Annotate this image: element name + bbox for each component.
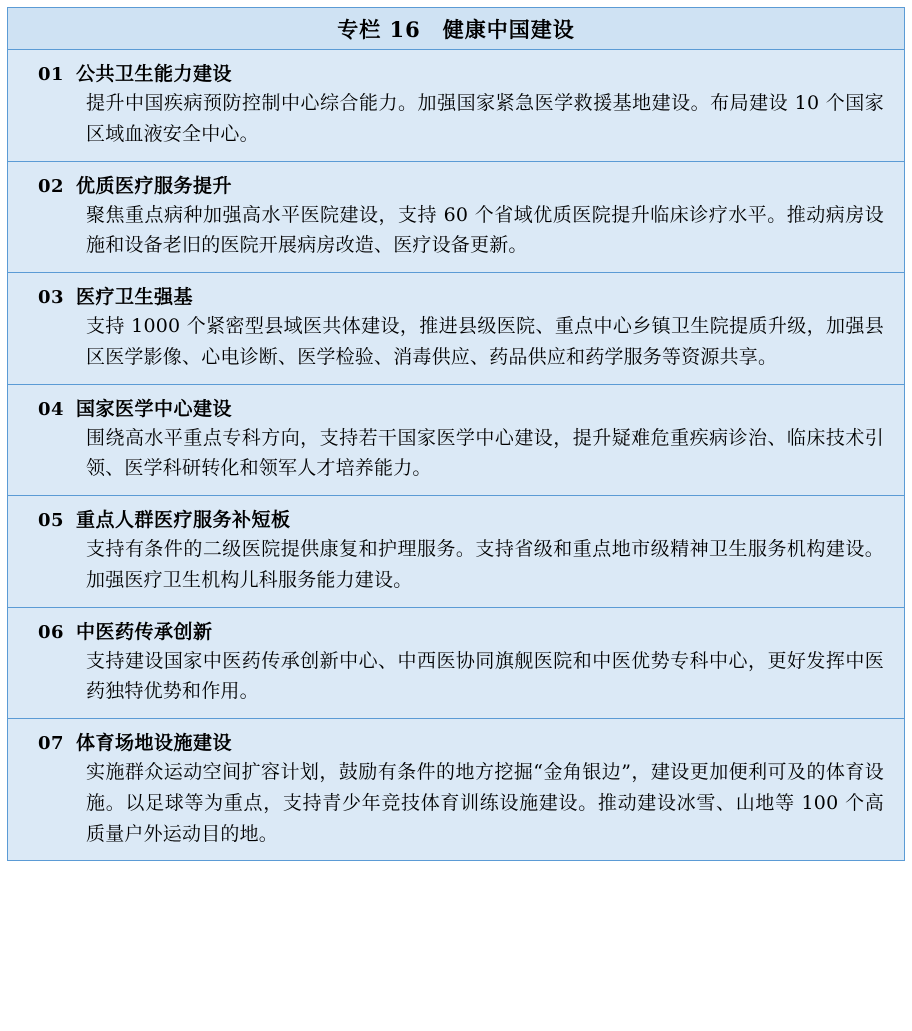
- row-title: 体育场地设施建设: [76, 732, 233, 755]
- row-number: 06: [38, 621, 65, 643]
- row-body: 实施群众运动空间扩容计划，鼓励有条件的地方挖掘“金角银边”，建设更加便利可及的体育设施。以足球等为重点，支持青少年竞技体育训练设施建设。推动建设冰雪、山地等 100 个高质量户外运动目的地。: [86, 761, 884, 845]
- table-row: [8, 719, 904, 860]
- row-title: 优质医疗服务提升: [76, 174, 233, 197]
- row-title: 国家医学中心建设: [76, 397, 233, 420]
- row-body: 聚焦重点病种加强高水平医院建设，支持 60 个省域优质医院提升临床诊疗水平。推动病房设施和设备老旧的医院开展病房改造、医疗设备更新。: [86, 203, 884, 257]
- row-header: [24, 728, 888, 755]
- row-body: 支持 1000 个紧密型县域医共体建设，推进县级医院、重点中心乡镇卫生院提质升级，加强县区医学影像、心电诊断、医学检验、消毒供应、药品供应和药学服务等资源共享。: [86, 315, 884, 368]
- table-row: [8, 50, 904, 162]
- page-title: [337, 14, 575, 44]
- row-number: 01: [38, 64, 65, 85]
- row-number: 02: [38, 175, 65, 197]
- row-number: 04: [38, 398, 65, 420]
- title-prefix: 专栏 16: [337, 16, 421, 42]
- row-header: [24, 59, 888, 86]
- row-body: 围绕高水平重点专科方向，支持若干国家医学中心建设，提升疑难危重疾病诊治、临床技术引领、医学科研转化和领军人才培养能力。: [86, 426, 884, 480]
- row-number: 05: [38, 510, 65, 532]
- row-body: 提升中国疾病预防控制中心综合能力。加强国家紧急医学救援基地建设。布局建设 10 个国家区域血液安全中心。: [86, 92, 884, 145]
- table-row: [8, 273, 904, 385]
- table-row: [8, 162, 904, 274]
- row-header: [24, 505, 888, 532]
- row-number: 03: [38, 287, 65, 309]
- row-body: 支持有条件的二级医院提供康复和护理服务。支持省级和重点地市级精神卫生服务机构建设。加强医疗卫生机构儿科服务能力建设。: [86, 538, 884, 591]
- row-header: [24, 282, 888, 309]
- table-row: [8, 385, 904, 497]
- table-row: [8, 496, 904, 608]
- row-header: [24, 171, 888, 198]
- feature-box-table: [7, 7, 905, 861]
- row-header: [24, 394, 888, 421]
- title-main: 健康中国建设: [442, 16, 575, 42]
- row-title: 公共卫生能力建设: [76, 63, 233, 85]
- table-title-bar: [8, 8, 904, 50]
- row-header: [24, 617, 888, 644]
- row-title: 医疗卫生强基: [76, 286, 194, 309]
- row-title: 重点人群医疗服务补短板: [76, 509, 291, 532]
- row-body: 支持建设国家中医药传承创新中心、中西医协同旗舰医院和中医优势专科中心，更好发挥中医药独特优势和作用。: [86, 649, 884, 703]
- row-title: 中医药传承创新: [76, 620, 213, 643]
- row-number: 07: [38, 733, 65, 755]
- table-row: [8, 608, 904, 720]
